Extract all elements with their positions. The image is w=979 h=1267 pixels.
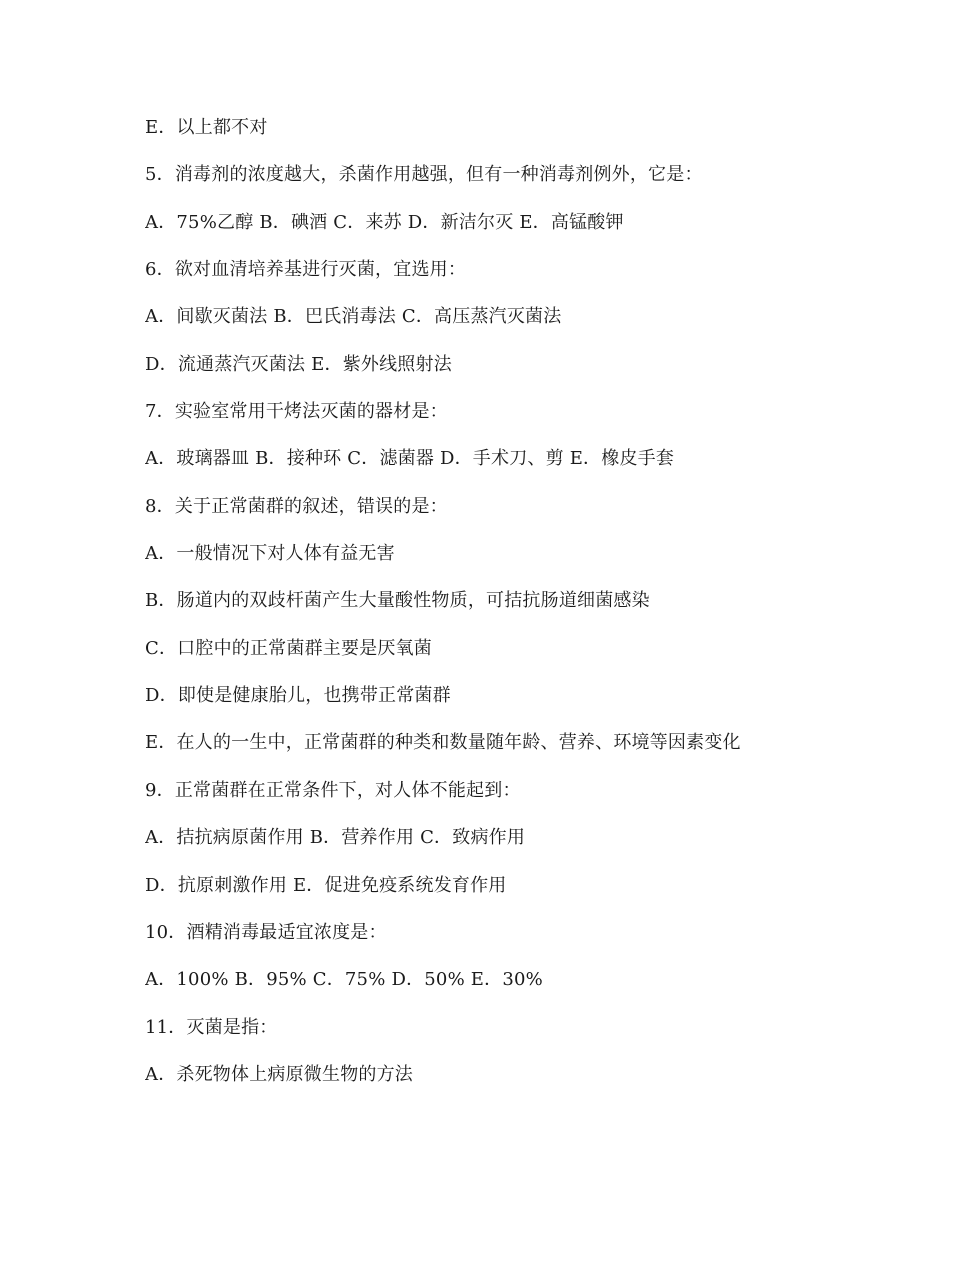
option-c: C．口腔中的正常菌群主要是厌氧菌 bbox=[145, 637, 432, 659]
question-5: 5．消毒剂的浓度越大，杀菌作用越强，但有一种消毒剂例外，它是： bbox=[145, 164, 703, 186]
options-line: A．拮抗病原菌作用 B．营养作用 C．致病作用 bbox=[145, 827, 526, 849]
text-line: E．以上都不对 bbox=[145, 117, 268, 138]
option-a: A．杀死物体上病原微生物的方法 bbox=[145, 1063, 413, 1085]
question-10: 10．酒精消毒最适宜浓度是： bbox=[145, 921, 387, 943]
question-11: 11．灭菌是指： bbox=[145, 1016, 278, 1038]
options-line: A．75%乙醇 B．碘酒 C．来苏 D．新洁尔灭 E．高锰酸钾 bbox=[145, 211, 624, 233]
question-7: 7．实验室常用干烤法灭菌的器材是： bbox=[145, 401, 448, 423]
options-line: D．抗原刺激作用 E．促进免疫系统发育作用 bbox=[145, 874, 507, 896]
option-a: A．一般情况下对人体有益无害 bbox=[145, 543, 395, 565]
option-e: E．在人的一生中，正常菌群的种类和数量随年龄、营养、环境等因素变化 bbox=[145, 732, 741, 754]
options-line: A．间歇灭菌法 B．巴氏消毒法 C．高压蒸汽灭菌法 bbox=[145, 306, 562, 328]
text-body bbox=[145, 116, 925, 1110]
question-6: 6．欲对血清培养基进行灭菌，宜选用： bbox=[145, 259, 467, 281]
options-line: D．流通蒸汽灭菌法 E．紫外线照射法 bbox=[145, 353, 452, 375]
options-line: A．玻璃器皿 B．接种环 C．滤菌器 D．手术刀、剪 E．橡皮手套 bbox=[145, 448, 675, 470]
option-d: D．即使是健康胎儿，也携带正常菌群 bbox=[145, 685, 451, 707]
options-line: A．100% B．95% C．75% D．50% E．30% bbox=[145, 969, 543, 991]
question-8: 8．关于正常菌群的叙述，错误的是： bbox=[145, 495, 448, 517]
question-9: 9．正常菌群在正常条件下，对人体不能起到： bbox=[145, 779, 521, 801]
option-b: B．肠道内的双歧杆菌产生大量酸性物质，可拮抗肠道细菌感染 bbox=[145, 590, 650, 612]
